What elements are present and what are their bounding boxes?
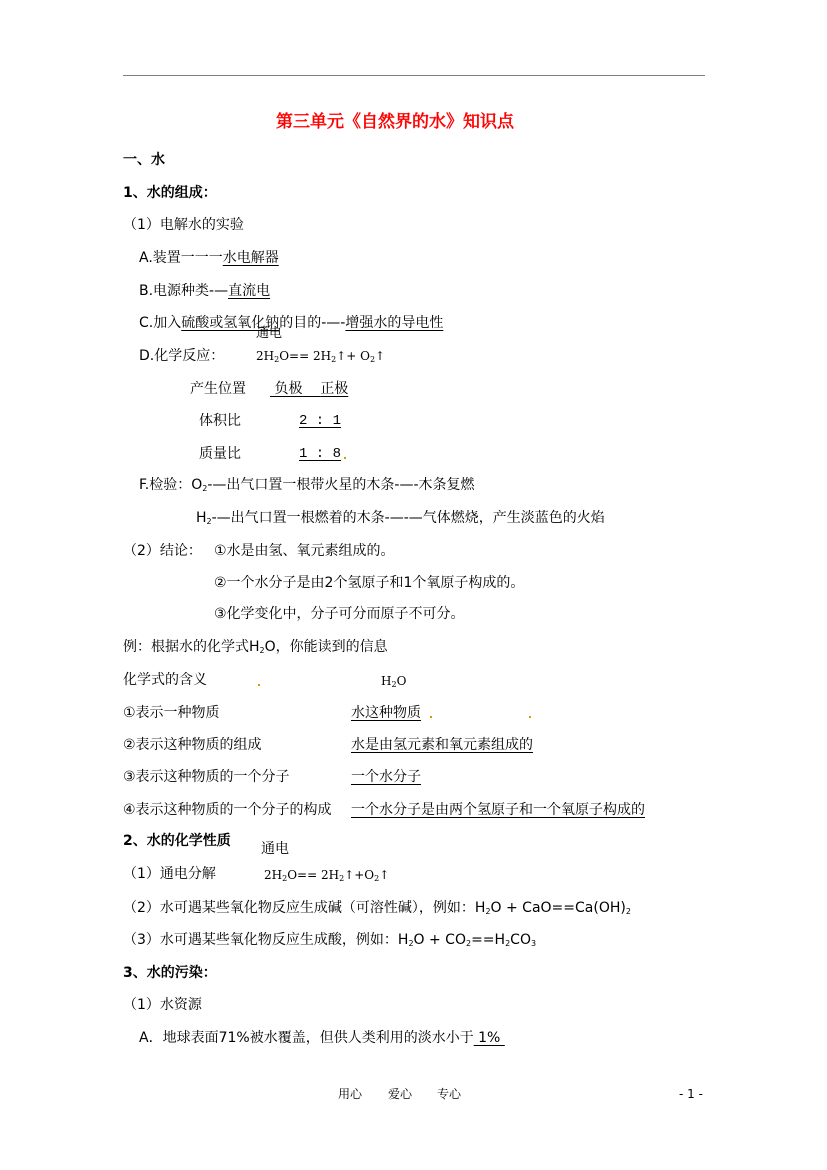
volume-ratio-value: 2 : 1 xyxy=(299,413,342,429)
meaning-2-label: ②表示这种物质的组成 xyxy=(123,737,262,753)
volume-ratio-label: 体积比 xyxy=(199,413,241,429)
meaning-2-value: 水是由氢元素和氧元素组成的 xyxy=(351,737,533,753)
footer-motto-2: 爱心 xyxy=(388,1087,413,1101)
item-water-resources: （1）水资源 xyxy=(123,997,202,1013)
apparatus-value: 水电解器 xyxy=(222,250,279,266)
subsection-heading-composition: 1、水的组成： xyxy=(123,185,217,201)
item-test-oxygen: F.检验：$O_2-—$出气口置一根带火星的木条-—-木条复燃 xyxy=(139,477,475,493)
meaning-1-label: ①表示一种物质 xyxy=(123,705,220,721)
footer-motto-3: 专心 xyxy=(437,1087,462,1101)
item-reaction-acid: （3）水可遇某些氧化物反应生成酸，例如：$H_2O + CO_2==H_2CO_3$ xyxy=(123,932,537,948)
item-freshwater-fact: A．地球表面71%被水覆盖，但供人类利用的淡水小于 1% xyxy=(139,1030,505,1046)
section-heading-water: 一、水 xyxy=(123,152,165,168)
meaning-4-value: 一个水分子是由两个氢原子和一个氧原子构成的 xyxy=(351,802,645,818)
conclusion-3: ③化学变化中，分子可分而原子不可分。 xyxy=(214,606,465,622)
item-electrolysis-decomposition: （1）通电分解 xyxy=(123,866,216,882)
item-reaction-base: （2）水可遇某些氧化物反应生成碱（可溶性碱），例如：$H_2O + CaO==Ca(OH)_2$ xyxy=(123,900,631,916)
mass-ratio-value: 1 : 8 xyxy=(299,446,342,462)
decorative-dot xyxy=(344,457,346,459)
item-apparatus xyxy=(139,251,279,265)
decorative-dot xyxy=(529,716,531,718)
freshwater-percentage: 1% xyxy=(473,1030,505,1046)
apparatus-label: A.装置一一一 xyxy=(139,250,223,266)
additive-value: 硫酸或氢氧化钠 xyxy=(181,315,280,331)
item-electrolysis-experiment: （1）电解水的实验 xyxy=(123,217,244,233)
meaning-3-label: ③表示这种物质的一个分子 xyxy=(123,769,290,785)
conclusion-2: ②一个水分子是由2个氢原子和1个氧原子构成的。 xyxy=(214,575,525,591)
subsection-heading-pollution: 3、水的污染： xyxy=(123,965,217,981)
electrolysis-equation: $2H_2O==$ $2H_2↑+$ $O_2↑$ xyxy=(256,349,386,364)
formula-h2o: $H_2O$ xyxy=(381,674,407,689)
decorative-dot xyxy=(430,716,432,718)
conclusion-1: ①水是由氢、氧元素组成的。 xyxy=(214,543,395,559)
conclusion-label: （2）结论： xyxy=(123,543,202,559)
electrode-negative: 负极 xyxy=(274,381,303,397)
additive-label: C.加入 xyxy=(139,315,182,331)
electrolysis-condition-label: 通电 xyxy=(256,326,283,341)
electrolysis-condition-label-2: 通电 xyxy=(261,841,289,857)
additive-purpose-label: 的目的-—- xyxy=(279,315,346,331)
decomposition-equation: $2H_2O==$ $2H_2↑+O_2↑$ xyxy=(264,868,390,883)
item-test-hydrogen: $H_2-—$出气口置一根燃着的木条-—-—气体燃烧，产生淡蓝色的火焰 xyxy=(196,510,605,526)
item-additive xyxy=(139,316,443,330)
electrode-positive: 正极 xyxy=(320,381,349,397)
example-intro: 例：根据水的化学式$H_2O$，你能读到的信息 xyxy=(123,639,388,655)
header-rule xyxy=(123,75,705,76)
page-number: - 1 - xyxy=(679,1087,703,1101)
electrode-position-label: 产生位置 xyxy=(190,381,246,397)
power-type-value: 直流电 xyxy=(228,283,271,299)
item-power-type xyxy=(139,284,270,298)
formula-meaning-label: 化学式的含义 xyxy=(123,672,207,688)
subsection-heading-chemical-properties: 2、水的化学性质 xyxy=(123,833,231,849)
decorative-dot xyxy=(258,684,260,686)
mass-ratio-label: 质量比 xyxy=(199,446,241,462)
meaning-1-value: 水这种物质 xyxy=(351,705,421,721)
footer-motto-1: 用心 xyxy=(338,1087,363,1101)
item-reaction-label: D.化学反应： xyxy=(139,348,225,364)
page-title: 第三单元《自然界的水》知识点 xyxy=(276,112,514,132)
additive-purpose-value: 增强水的导电性 xyxy=(345,315,444,331)
power-type-label: B.电源种类-— xyxy=(139,283,229,299)
electrode-position-values xyxy=(270,382,348,396)
meaning-4-label: ④表示这种物质的一个分子的构成 xyxy=(123,802,332,818)
meaning-3-value: 一个水分子 xyxy=(351,769,421,785)
